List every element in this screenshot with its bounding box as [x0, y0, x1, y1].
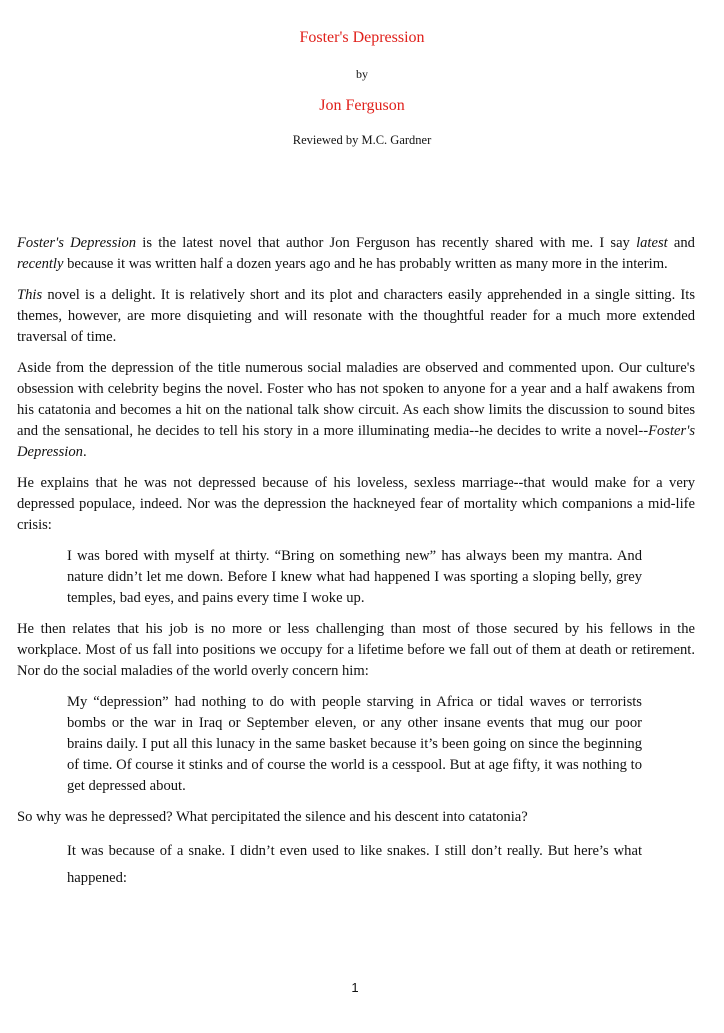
paragraph-text: and: [667, 235, 695, 251]
paragraph-6: So why was he depressed? What percipitated the silence and his descent into catatonia?: [17, 809, 528, 825]
paragraph-4: He explains that he was not depressed because of his loveless, sexless marriage--that would make for a very depressed populace, indeed. Nor was the depression the hackneyed fear of mortality which companions a mid-life crisis:: [17, 475, 695, 533]
block-quote-2: My “depression” had nothing to do with people starving in Africa or tidal waves or terrorists bombs or the war in Iraq or September eleven, or any other insane events that mug our poor brains daily. I put all this lunacy in the same basket because it’s been going on since the beginning of time. Of course it stinks and of course the world is a cesspool. But at age fifty, it was nothing to get depressed about.: [67, 694, 642, 794]
review-body: [17, 233, 695, 902]
italic-word: latest: [636, 235, 668, 251]
book-title: Foster's Depression: [299, 29, 425, 46]
page-number: 1: [351, 980, 359, 995]
paragraph-1: [17, 233, 695, 275]
paragraph-text: novel is a delight. It is relatively short and its plot and characters easily apprehended in a single sitting. Its themes, however, are more disquieting and will resonate with the thoughtful reader for a much more extended traversal of time.: [17, 287, 695, 345]
italic-title: Foster's Depression: [17, 235, 137, 251]
byline-by: by: [356, 67, 368, 81]
paragraph-text: is the latest novel that author Jon Ferguson has recently shared with me. I say: [136, 235, 637, 251]
block-quote-1: I was bored with myself at thirty. “Bring on something new” has always been my mantra. And nature didn’t let me down. Before I knew what had happened I was sporting a sloping belly, grey temples, bad eyes, and pains every time I woke up.: [67, 548, 642, 606]
italic-word: This: [17, 287, 43, 303]
paragraph-text: because it was written half a dozen years ago and he has probably written as many more in the interim.: [63, 256, 668, 272]
paragraph-text: Aside from the depression of the title numerous social maladies are observed and commented upon. Our culture's obsession with celebrity begins the novel. Foster who has not spoken to anyone for a year and a half awakens from his catatonia and becomes a hit on the national talk show circuit. As each show limits the discussion to sound bites and the sensational, he decides to tell his story in a more illuminating media--he decides to write a novel--: [17, 360, 695, 439]
block-quote-3: It was because of a snake. I didn’t even used to like snakes. I still don’t really. But here’s what happened:: [67, 843, 642, 886]
italic-word: recently: [17, 256, 64, 272]
paragraph-2: [17, 285, 695, 348]
author-name: Jon Ferguson: [319, 97, 405, 114]
italic-title: Foster's Depression: [17, 423, 695, 460]
paragraph-5: He then relates that his job is no more or less challenging than most of those secured by his fellows in the workplace. Most of us fall into positions we occupy for a lifetime before we fall out of them at death or retirement. Nor do the social maladies of the world overly concern him:: [17, 621, 695, 679]
paragraph-text: .: [82, 444, 87, 460]
paragraph-3: [17, 358, 695, 463]
reviewer-line: Reviewed by M.C. Gardner: [292, 133, 432, 147]
